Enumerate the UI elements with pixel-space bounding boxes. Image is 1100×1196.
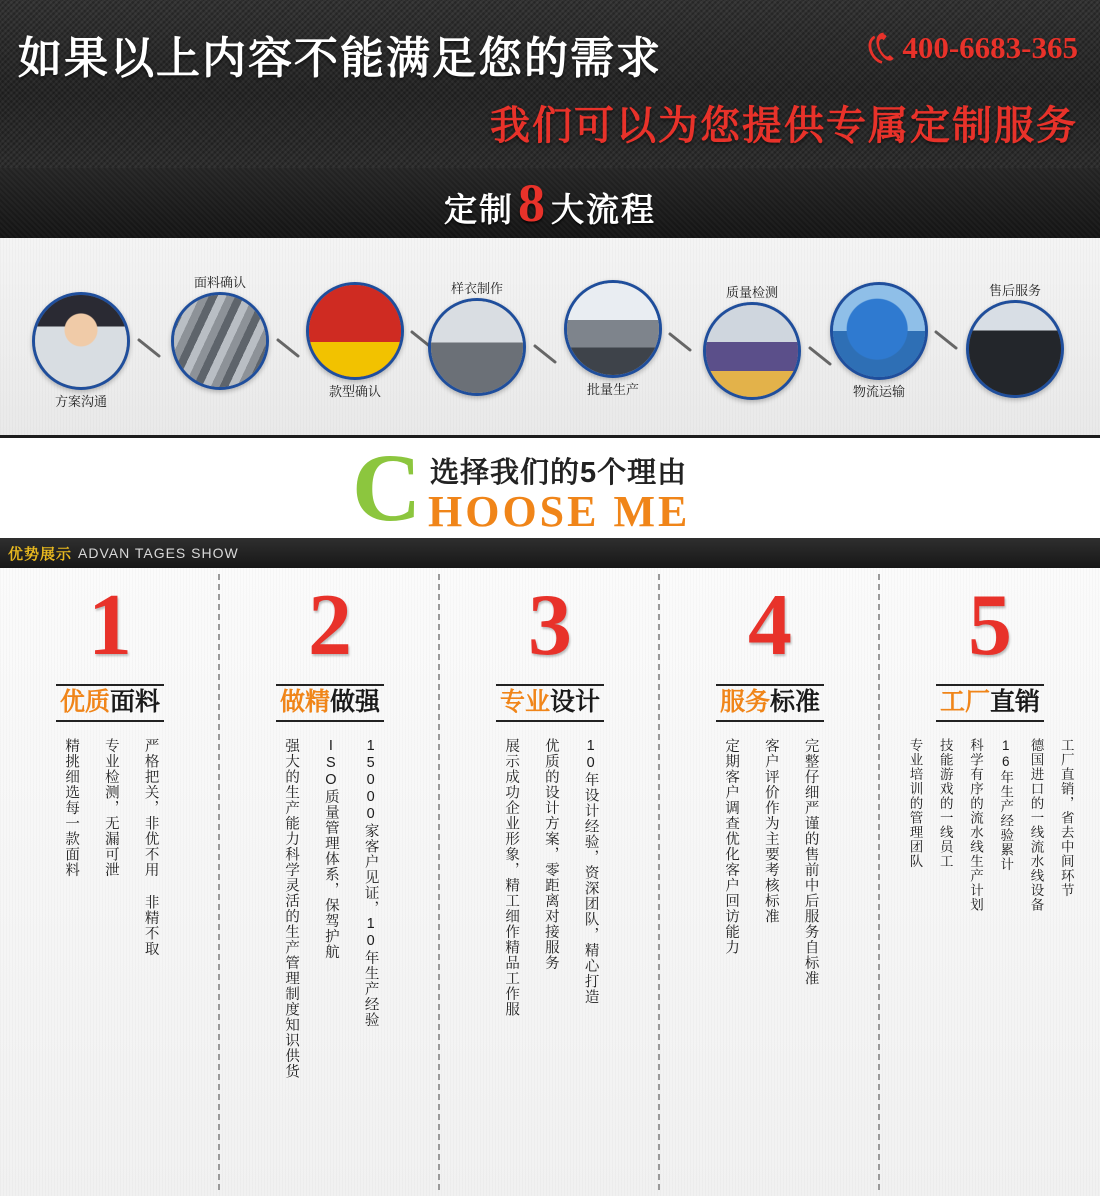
process-step-8-image — [966, 300, 1064, 398]
reason-title-rest-5: 直销 — [990, 688, 1040, 716]
reason-title-4 — [716, 684, 824, 722]
reason-title-rest-4: 标准 — [770, 688, 820, 716]
hotline-block — [862, 30, 1078, 66]
reason-title-1 — [56, 684, 164, 722]
flow-arrow-icon — [137, 338, 163, 360]
choose-en-title: HOOSE ME — [428, 486, 690, 537]
advantages-bar — [0, 538, 1100, 568]
reason-item: 科学有序的流水线生产计划 — [960, 738, 990, 1196]
reason-item: ISO质量管理体系，保驾护航 — [310, 738, 350, 1196]
reason-item: 专业培训的管理团队 — [899, 738, 929, 1196]
flow-arrow-icon — [934, 330, 960, 352]
process-title-suffix: 大流程 — [551, 184, 656, 231]
reason-title-rest-2: 做强 — [330, 688, 380, 716]
process-step-3 — [306, 282, 404, 380]
reason-title-5 — [936, 684, 1044, 722]
reason-number-2: 2 — [308, 582, 352, 670]
hotline-number[interactable]: 400-6683-365 — [902, 30, 1078, 66]
process-step-7-image — [830, 282, 928, 380]
process-step-3-image — [306, 282, 404, 380]
reason-title-rest-1: 面料 — [110, 688, 160, 716]
reason-title-highlight-2: 做精 — [280, 688, 330, 716]
process-step-1-image — [32, 292, 130, 390]
process-step-6-image — [703, 302, 801, 400]
process-title-band — [0, 168, 1100, 238]
process-step-4-label: 样衣制作 — [451, 278, 503, 297]
process-step-5-image — [564, 280, 662, 378]
reason-item: 完整仔细严谨的售前中后服务自标准 — [790, 738, 830, 1196]
flow-arrow-icon — [276, 338, 302, 360]
process-flow — [0, 238, 1100, 438]
reason-item: 优质的设计方案，零距离对接服务 — [530, 738, 570, 1196]
reason-item: 精挑细选每一款面料 — [50, 738, 90, 1196]
header-banner — [0, 0, 1100, 168]
choose-big-letter: C — [352, 440, 421, 536]
reason-column-2 — [220, 568, 440, 1196]
reason-item: 德国进口的一线流水线设备 — [1020, 738, 1050, 1196]
reason-item: 强大的生产能力科学灵活的生产管理制度知识供货 — [270, 738, 310, 1196]
header-headline-2: 我们可以为您提供专属定制服务 — [490, 94, 1078, 151]
process-step-5-label: 批量生产 — [587, 379, 639, 398]
reason-items-3 — [440, 738, 660, 1196]
reason-item: 定期客户调查优化客户回访能力 — [710, 738, 750, 1196]
reason-title-highlight-5: 工厂 — [940, 688, 990, 716]
reason-items-2 — [220, 738, 440, 1196]
reason-column-4 — [660, 568, 880, 1196]
reason-item: 客户评价作为主要考核标准 — [750, 738, 790, 1196]
reason-title-2 — [276, 684, 384, 722]
process-step-8 — [966, 300, 1064, 398]
reason-items-4 — [660, 738, 880, 1196]
process-title-number: 8 — [518, 176, 547, 230]
reason-column-1 — [0, 568, 220, 1196]
reason-item: 工厂直销，省去中间环节 — [1051, 738, 1081, 1196]
flow-arrow-icon — [533, 344, 559, 366]
reason-column-3 — [440, 568, 660, 1196]
reason-title-highlight-3: 专业 — [500, 688, 550, 716]
process-step-2-image — [171, 292, 269, 390]
reason-number-5: 5 — [968, 582, 1012, 670]
reason-title-highlight-1: 优质 — [60, 688, 110, 716]
choose-cn-title: 选择我们的5个理由 — [430, 450, 687, 491]
reason-title-3 — [496, 684, 604, 722]
process-step-2 — [171, 292, 269, 390]
reason-number-4: 4 — [748, 582, 792, 670]
reason-column-5 — [880, 568, 1100, 1196]
reasons-grid — [0, 568, 1100, 1196]
reason-title-rest-3: 设计 — [550, 688, 600, 716]
flow-arrow-icon — [668, 332, 694, 354]
reason-title-highlight-4: 服务 — [720, 688, 770, 716]
reason-item: 16年生产经验累计 — [990, 738, 1020, 1196]
advantages-bar-en: ADVAN TAGES SHOW — [78, 545, 239, 561]
phone-icon — [862, 31, 896, 65]
reason-items-1 — [0, 738, 220, 1196]
reason-number-3: 3 — [528, 582, 572, 670]
reason-items-5 — [880, 738, 1100, 1196]
reason-item: 技能游戏的一线员工 — [930, 738, 960, 1196]
reason-item: 15000家客户见证，10年生产经验 — [350, 738, 390, 1196]
process-step-2-label: 面料确认 — [194, 272, 246, 291]
process-step-4 — [428, 298, 526, 396]
process-step-7 — [830, 282, 928, 380]
choose-me-section — [0, 438, 1100, 538]
process-step-1 — [32, 292, 130, 390]
process-step-3-label: 款型确认 — [329, 381, 381, 400]
header-headline-1: 如果以上内容不能满足您的需求 — [18, 22, 662, 86]
process-title-prefix: 定制 — [444, 184, 514, 231]
process-step-8-label: 售后服务 — [989, 280, 1041, 299]
reason-item: 10年设计经验，资深团队，精心打造 — [570, 738, 610, 1196]
process-step-7-label: 物流运输 — [853, 381, 905, 400]
process-step-4-image — [428, 298, 526, 396]
reason-number-1: 1 — [88, 582, 132, 670]
advantages-bar-cn: 优势展示 — [8, 543, 72, 564]
process-step-5 — [564, 280, 662, 378]
process-step-6-label: 质量检测 — [726, 282, 778, 301]
reason-item: 展示成功企业形象，精工细作精品工作服 — [490, 738, 530, 1196]
reason-item: 专业检测，无漏可泄 — [90, 738, 130, 1196]
process-step-1-label: 方案沟通 — [55, 391, 107, 410]
process-step-6 — [703, 302, 801, 400]
reason-item: 严格把关，非优不用 非精不取 — [130, 738, 170, 1196]
